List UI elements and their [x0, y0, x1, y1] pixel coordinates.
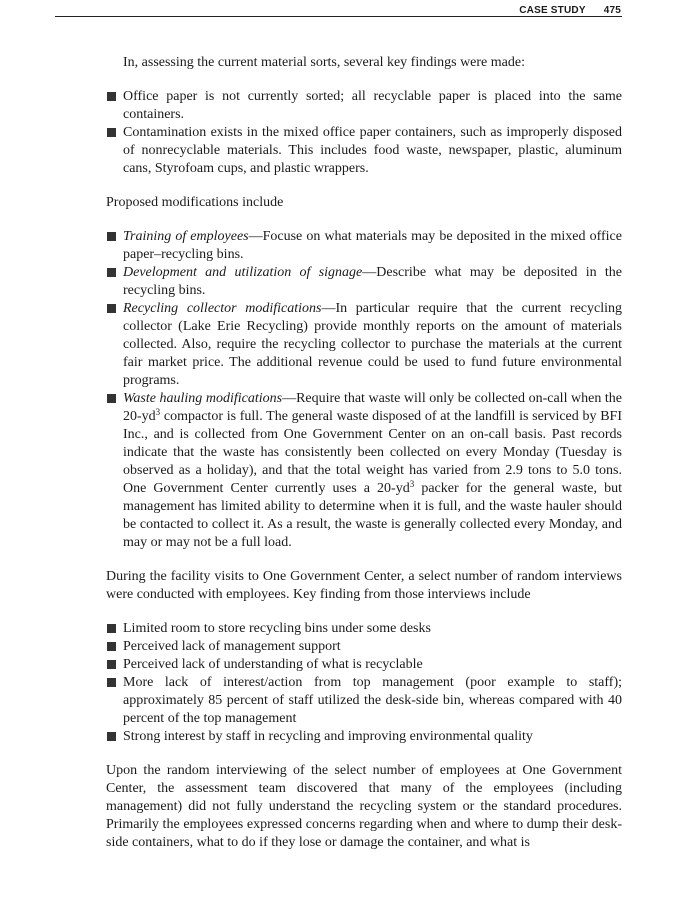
square-bullet-icon: [107, 128, 116, 137]
modifications-list: [106, 228, 622, 552]
list-item: Strong interest by staff in recycling and improving environmental quality: [106, 728, 622, 746]
list-item: Training of employees—Focuse on what materials may be deposited in the mixed office paper–recycling bins.: [106, 228, 622, 264]
item-title: Training of employees: [123, 229, 249, 244]
square-bullet-icon: [107, 394, 116, 403]
list-item: Office paper is not currently sorted; all recyclable paper is placed into the same containers.: [106, 88, 622, 124]
proposed-intro: Proposed modifications include: [106, 195, 284, 210]
running-title: CASE STUDY: [519, 5, 586, 16]
page-number: 475: [603, 5, 621, 16]
square-bullet-icon: [107, 92, 116, 101]
interview-findings-list: [106, 620, 622, 746]
list-item: Recycling collector modifications—In particular require that the current recycling collector (Lake Erie Recycling) provide monthly reports on the amount of materials collected. Also, require the recycling collector to purchase the materials at the current fair market price. The additional revenue could be used to fund future environmental programs.: [106, 300, 622, 390]
superscript: 3: [155, 407, 161, 417]
list-item: Development and utilization of signage—Describe what may be deposited in the recycling bins.: [106, 264, 622, 300]
item-title: Waste hauling modifications: [123, 391, 283, 406]
square-bullet-icon: [107, 232, 116, 241]
list-item: Waste hauling modifications—Require that waste will only be collected on-call when the $20-yd^3$ compactor is full. The general waste disposed of at the landfill is serviced by BFI Inc., and is collected from One Government Center on an on-call basis. Past records indicate that the waste has consistently been collected on every Monday (Tuesday is observed as a holiday), and that the total weight has varied from 2.9 tons to 5.0 tons. One Government Center currently uses a $20-yd^3$ packer for the general waste, but management has limited ability to determine when it is full, and the waste hauler should be contacted to collect it. As a result, the waste is generally collected every Monday, and may or may not be a full load.: [106, 390, 622, 552]
list-item: Perceived lack of understanding of what is recyclable: [106, 656, 622, 674]
closing-paragraph: Upon the random interviewing of the select number of employees at One Government Center, the assessment team discovered that many of the employees (including management) did not fully understand the recycling system or the standard procedures. Primarily the employees expressed concerns regarding when and where to dump their desk-side containers, what to do if they lose or damage the container, and what is: [106, 763, 622, 850]
visits-paragraph: During the facility visits to One Government Center, a select number of random interviews were conducted with employees. Key finding from those interviews include: [106, 569, 622, 602]
square-bullet-icon: [107, 304, 116, 313]
page-body: [106, 54, 622, 852]
list-item: Limited room to store recycling bins under some desks: [106, 620, 622, 638]
superscript: 3: [409, 479, 415, 489]
square-bullet-icon: [107, 268, 116, 277]
item-title: Development and utilization of signage: [123, 265, 363, 280]
list-item: Contamination exists in the mixed office paper containers, such as improperly disposed of nonrecyclable materials. This includes food waste, newspaper, plastic, aluminum cans, Styrofoam cups, and plastic wrappers.: [106, 124, 622, 178]
square-bullet-icon: [107, 678, 116, 687]
running-head: [519, 5, 621, 16]
findings-list: [106, 88, 622, 178]
list-item: More lack of interest/action from top management (poor example to staff); approximately 85 percent of staff utilized the desk-side bin, whereas compared with 40 percent of the top management: [106, 674, 622, 728]
square-bullet-icon: [107, 732, 116, 741]
header-rule: [55, 16, 622, 17]
square-bullet-icon: [107, 660, 116, 669]
item-title: Recycling collector modifications: [123, 301, 322, 316]
list-item: Perceived lack of management support: [106, 638, 622, 656]
square-bullet-icon: [107, 642, 116, 651]
square-bullet-icon: [107, 624, 116, 633]
intro-paragraph: In, assessing the current material sorts, several key findings were made:: [123, 55, 525, 70]
